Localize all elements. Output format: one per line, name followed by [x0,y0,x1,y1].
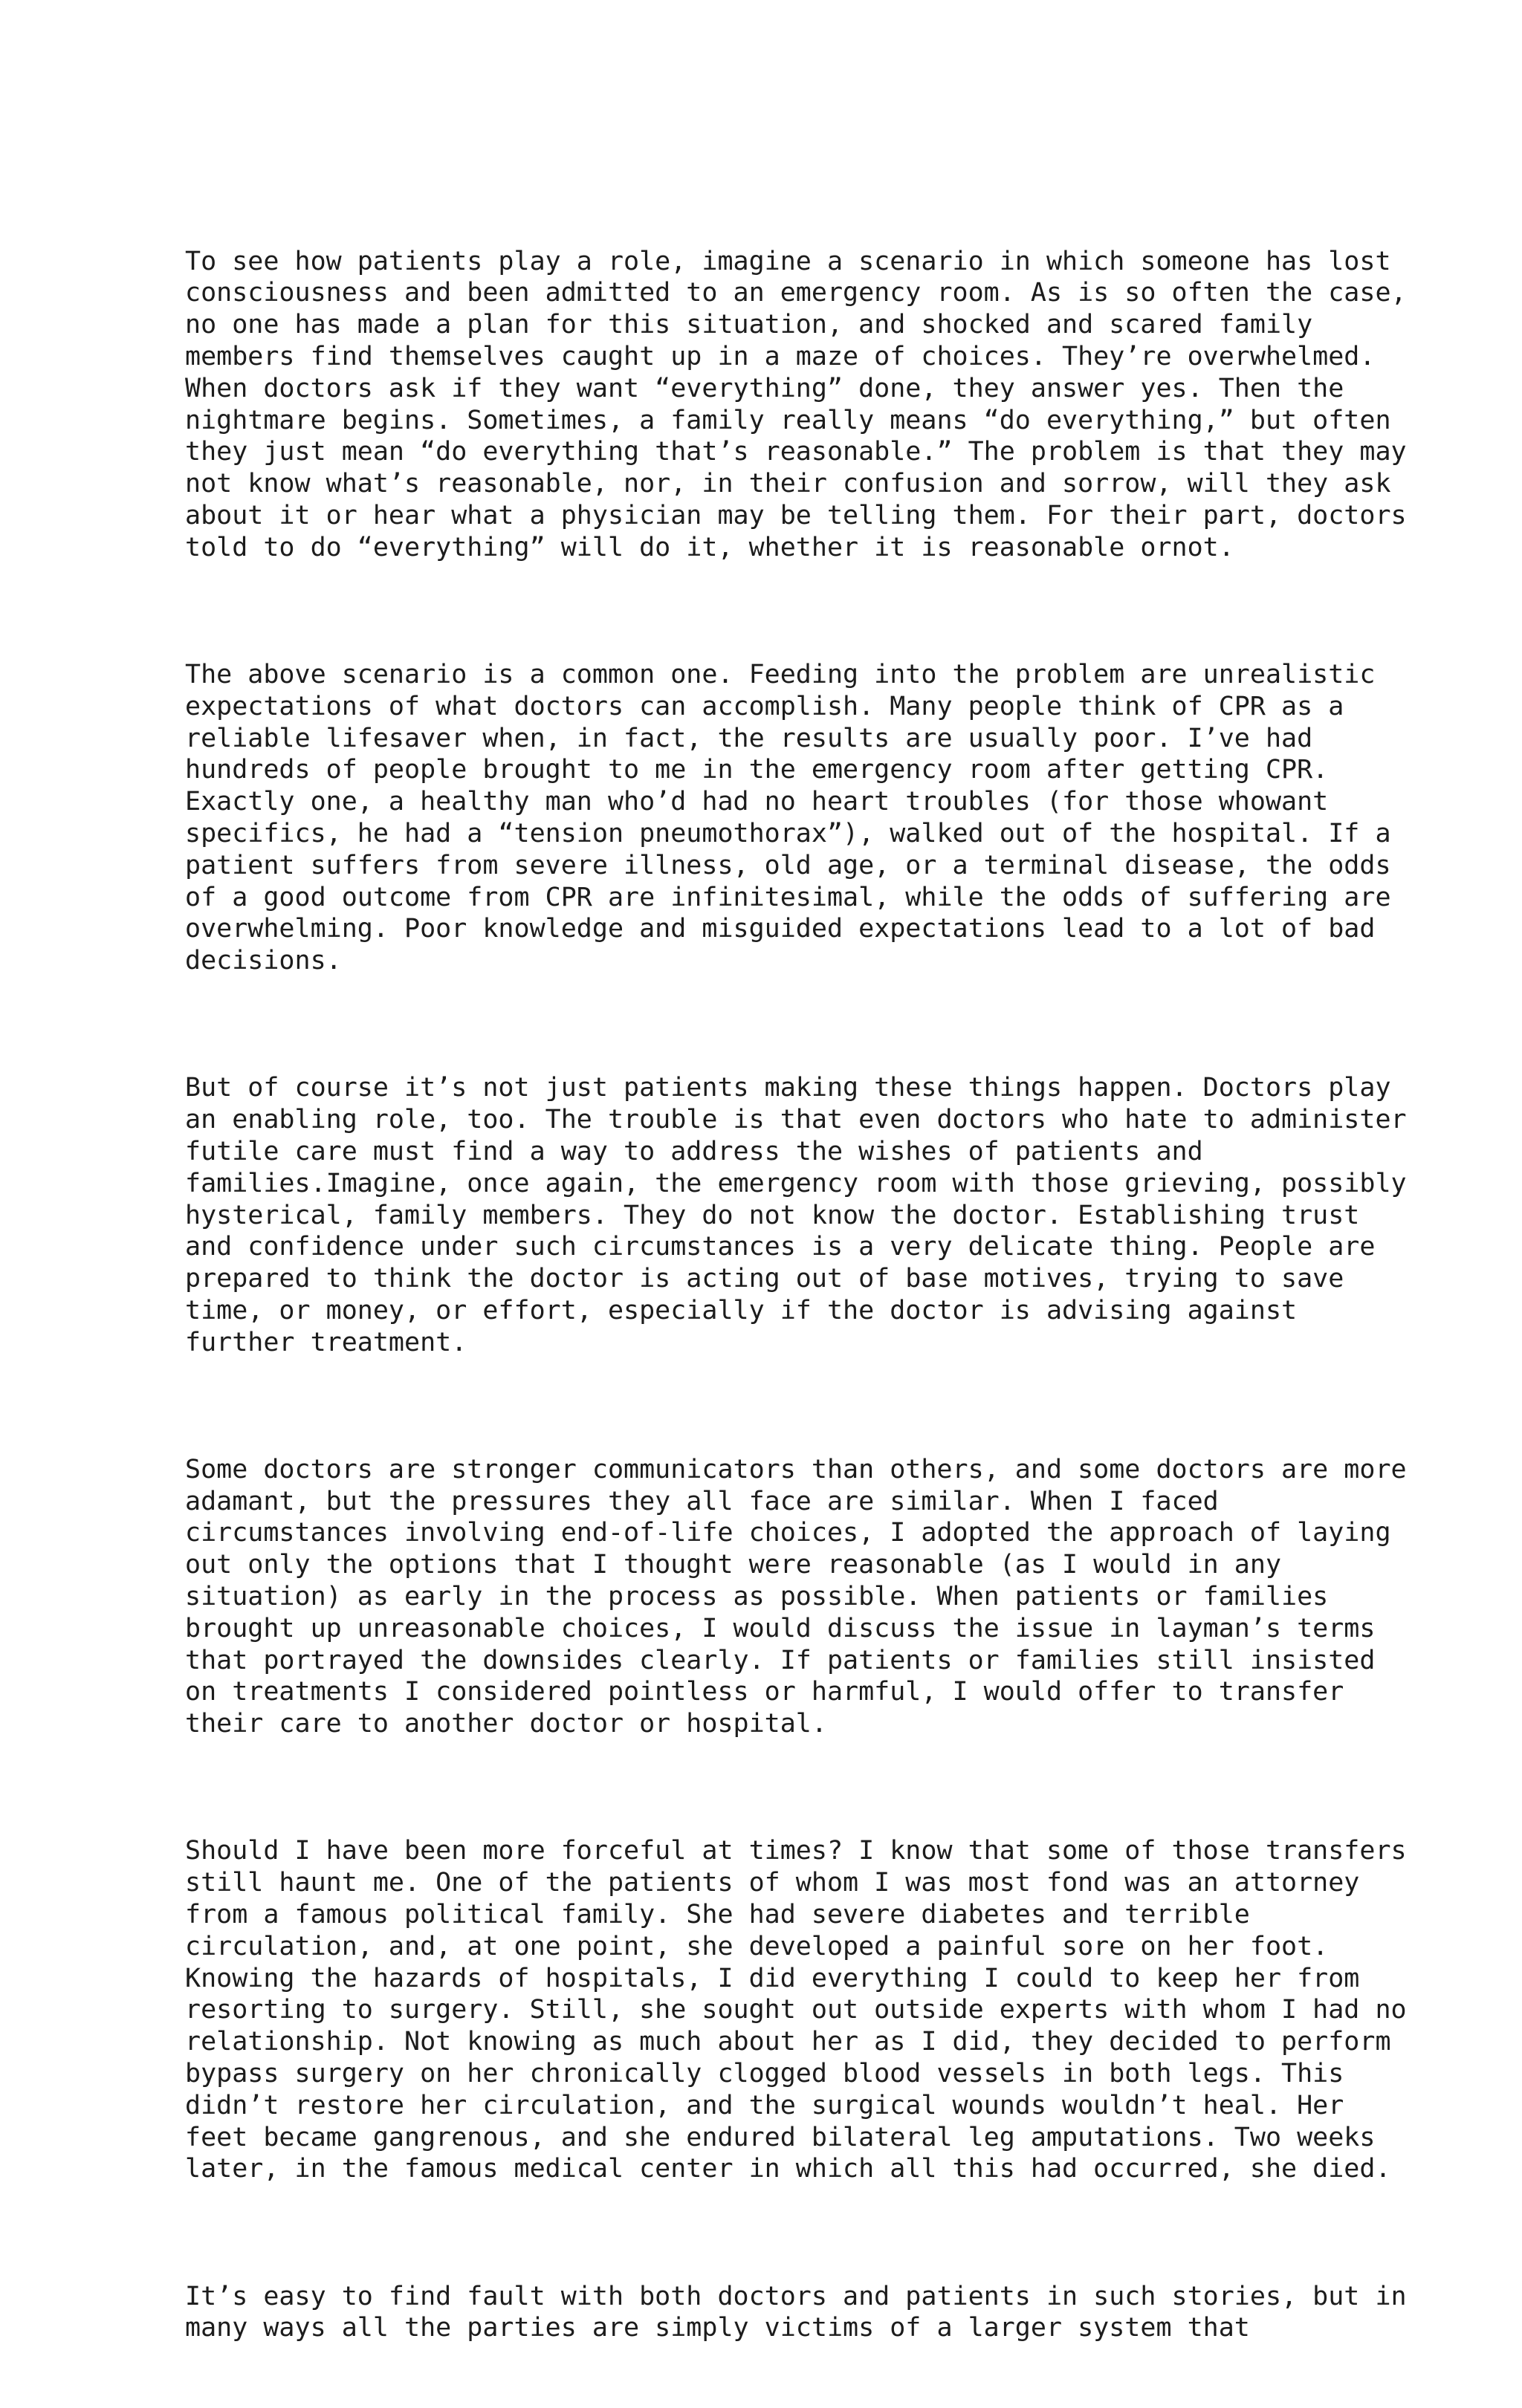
paragraph-4: Some doctors are stronger communicators than others, and some doctors are more adamant, but the pressures they all face are similar. When I faced circumstances involving end-of-life choices, I adopted the approach of laying out only the options that I thought were reasonable (as I would in any situation) as early in the process as possible. When patients or families brought up unreasonable choices, I would discuss the issue in layman’s terms that portrayed the downsides clearly. If patients or families still insisted on treatments I considered pointless or harmful, I would offer to transfer their care to another doctor or hospital. [185,1454,1407,1739]
paragraph-6: It’s easy to find fault with both doctors and patients in such stories, but in many ways all the parties are simply victims of a larger system that [185,2281,1407,2343]
paragraph-3: But of course it’s not just patients making these things happen. Doctors play an enabling role, too. The trouble is that even doctors who hate to administer futile care must find a way to address the wishes of patients and families.Imagine, once again, the emergency room with those grieving, possibly hysterical, family members. They do not know the doctor. Establishing trust and confidence under such circumstances is a very delicate thing. People are prepared to think the doctor is acting out of base motives, trying to save time, or money, or effort, especially if the doctor is advising against further treatment. [185,1073,1407,1357]
paragraph-1: To see how patients play a role, imagine a scenario in which someone has lost consciousness and been admitted to an emergency room. As is so often the case, no one has made a plan for this situation, and shocked and scared family members find themselves caught up in a maze of choices. They’re overwhelmed. When doctors ask if they want “everything” done, they answer yes. Then the nightmare begins. Sometimes, a family really means “do everything,” but often they just mean “do everything that’s reasonable.” The problem is that they may not know what’s reasonable, nor, in their confusion and sorrow, will they ask about it or hear what a physician may be telling them. For their part, doctors told to do “everything” will do it, whether it is reasonable ornot. [185,246,1407,562]
paragraph-5: Should I have been more forceful at times? I know that some of those transfers still haunt me. One of the patients of whom I was most fond was an attorney from a famous political family. She had severe diabetes and terrible circulation, and, at one point, she developed a painful sore on her foot. Knowing the hazards of hospitals, I did everything I could to keep her from resorting to surgery. Still, she sought out outside experts with whom I had no relationship. Not knowing as much about her as I did, they decided to perform bypass surgery on her chronically clogged blood vessels in both legs. This didn’t restore her circulation, and the surgical wounds wouldn’t heal. Her feet became gangrenous, and she endured bilateral leg amputations. Two weeks later, in the famous medical center in which all this had occurred, she died. [185,1836,1407,2184]
body-text [185,182,1407,2408]
paragraph-2: The above scenario is a common one. Feeding into the problem are unrealistic expectations of what doctors can accomplish. Many people think of CPR as a reliable lifesaver when, in fact, the results are usually poor. I’ve had hundreds of people brought to me in the emergency room after getting CPR. Exactly one, a healthy man who’d had no heart troubles (for those whowant specifics, he had a “tension pneumothorax”), walked out of the hospital. If a patient suffers from severe illness, old age, or a terminal disease, the odds of a good outcome from CPR are infinitesimal, while the odds of suffering are overwhelming. Poor knowledge and misguided expectations lead to a lot of bad decisions. [185,659,1391,976]
